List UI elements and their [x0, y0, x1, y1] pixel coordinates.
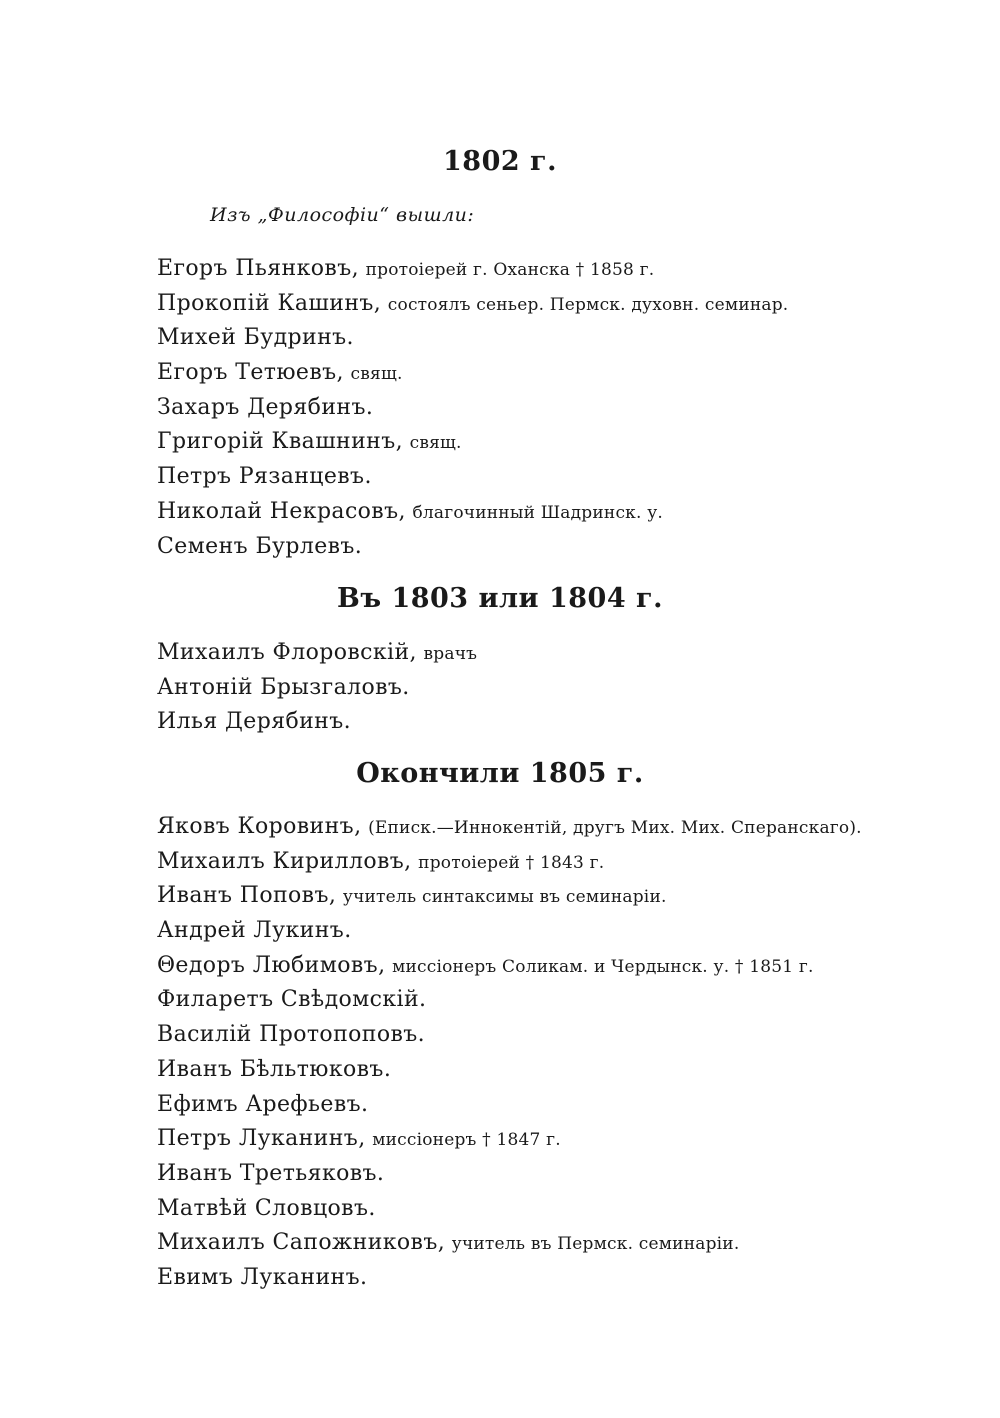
entry-name: Михей Будринъ. [157, 325, 354, 351]
list-item [157, 1018, 862, 1053]
section-heading-1803-1804: Въ 1803 или 1804 г. [337, 583, 663, 614]
entry-name: Петръ Луканинъ [157, 1126, 359, 1152]
entry-name: Илья Дерябинъ. [157, 709, 352, 735]
entry-name: Михаилъ Кирилловъ [157, 848, 405, 874]
list-item [157, 1157, 862, 1192]
list-item [157, 321, 788, 356]
list-item: Григорій Квашнинъ, свящ. [157, 429, 462, 455]
list-item [157, 530, 788, 565]
entry-note: учитель синтаксимы въ семинаріи. [342, 887, 667, 908]
entry-name: Матвѣй Словцовъ. [157, 1195, 376, 1221]
section-heading-1802: 1802 г. [443, 146, 557, 177]
entry-name: Василій Протопоповъ. [157, 1022, 426, 1048]
entry-name: Прокопій Кашинъ [157, 290, 374, 316]
list-item [157, 460, 788, 495]
entry-name: Егоръ Пьянковъ [157, 256, 352, 281]
list-item: Егоръ Пьянковъ, протоіерей г. Оханска † 1858 г. [157, 256, 655, 281]
list-item: Егоръ Тетюевъ, свящ. [157, 360, 403, 386]
list-item: Михаилъ Флоровскій, врачъ [157, 640, 478, 665]
entry-note: свящ. [350, 364, 403, 385]
list-item [157, 1192, 862, 1227]
entry-name: Евимъ Луканинъ. [157, 1264, 368, 1290]
entry-list-1805 [157, 810, 862, 1296]
entry-name: Θедоръ Любимовъ [157, 952, 379, 978]
entry-name: Яковъ Коровинъ [157, 814, 355, 839]
entry-name: Михаилъ Сапожниковъ [157, 1230, 438, 1256]
entry-name: Захаръ Дерябинъ. [157, 394, 374, 420]
list-item: Θедоръ Любимовъ, миссіонеръ Соликам. и Чердынск. у. † 1851 г. [157, 952, 814, 978]
entry-note: врачъ [423, 644, 478, 664]
entry-name: Андрей Лукинъ. [157, 918, 352, 944]
entry-name: Семенъ Бурлевъ. [157, 533, 363, 559]
list-item [157, 1261, 862, 1296]
list-item: Иванъ Поповъ, учитель синтаксимы въ семинаріи. [157, 883, 667, 909]
entry-note: (Еписк.—Иннокентій, другъ Мих. Мих. Сперанскаго). [368, 818, 862, 838]
entry-name: Егоръ Тетюевъ [157, 360, 337, 386]
entry-name: Николай Некрасовъ [157, 498, 399, 524]
entry-name: Антоній Брызгаловъ. [157, 674, 410, 700]
entry-note: миссіонеръ Соликам. и Чердынск. у. † 1851 г. [392, 956, 814, 977]
entry-name: Петръ Рязанцевъ. [157, 464, 372, 490]
entry-note: учитель въ Пермск. семинаріи. [451, 1234, 740, 1255]
list-item: Яковъ Коровинъ, (Еписк.—Иннокентій, другъ Мих. Мих. Сперанскаго). [157, 814, 862, 839]
list-item: Николай Некрасовъ, благочинный Шадринск. у. [157, 498, 664, 524]
list-item [157, 705, 477, 740]
entry-name: Иванъ Третьяковъ. [157, 1160, 385, 1186]
entry-note: протоіерей г. Оханска † 1858 г. [365, 260, 655, 280]
entry-note: состоялъ сеньер. Пермск. духовн. семинар. [387, 294, 789, 315]
entry-name: Иванъ Поповъ [157, 883, 329, 909]
entry-list-1802 [157, 252, 788, 564]
list-item: Петръ Луканинъ, миссіонеръ † 1847 г. [157, 1126, 561, 1152]
entry-name: Михаилъ Флоровскій [157, 640, 410, 665]
list-item [157, 391, 788, 426]
entry-name: Григорій Квашнинъ [157, 429, 396, 455]
section-heading-1805: Окончили 1805 г. [356, 758, 644, 789]
entry-note: свящ. [409, 433, 462, 454]
list-item [157, 1053, 862, 1088]
entry-note: благочинный Шадринск. у. [412, 502, 664, 523]
list-item [157, 914, 862, 949]
entry-note: протоіерей † 1843 г. [418, 852, 605, 873]
list-item [157, 1088, 862, 1123]
entry-list-1803-1804 [157, 636, 477, 740]
entry-name: Ефимъ Арефьевъ. [157, 1091, 369, 1117]
list-item: Михаилъ Кирилловъ, протоіерей † 1843 г. [157, 848, 605, 874]
entry-name: Филаретъ Свѣдомскій. [157, 987, 427, 1013]
list-item: Прокопій Кашинъ, состоялъ сеньер. Пермск. духовн. семинар. [157, 290, 789, 316]
entry-name: Иванъ Бѣльтюковъ. [157, 1056, 392, 1082]
list-item: Михаилъ Сапожниковъ, учитель въ Пермск. семинаріи. [157, 1230, 740, 1256]
list-item [157, 983, 862, 1018]
entry-note: миссіонеръ † 1847 г. [372, 1130, 561, 1151]
section-subheading: Изъ „Философіи“ вышли: [210, 204, 475, 226]
list-item [157, 671, 477, 706]
